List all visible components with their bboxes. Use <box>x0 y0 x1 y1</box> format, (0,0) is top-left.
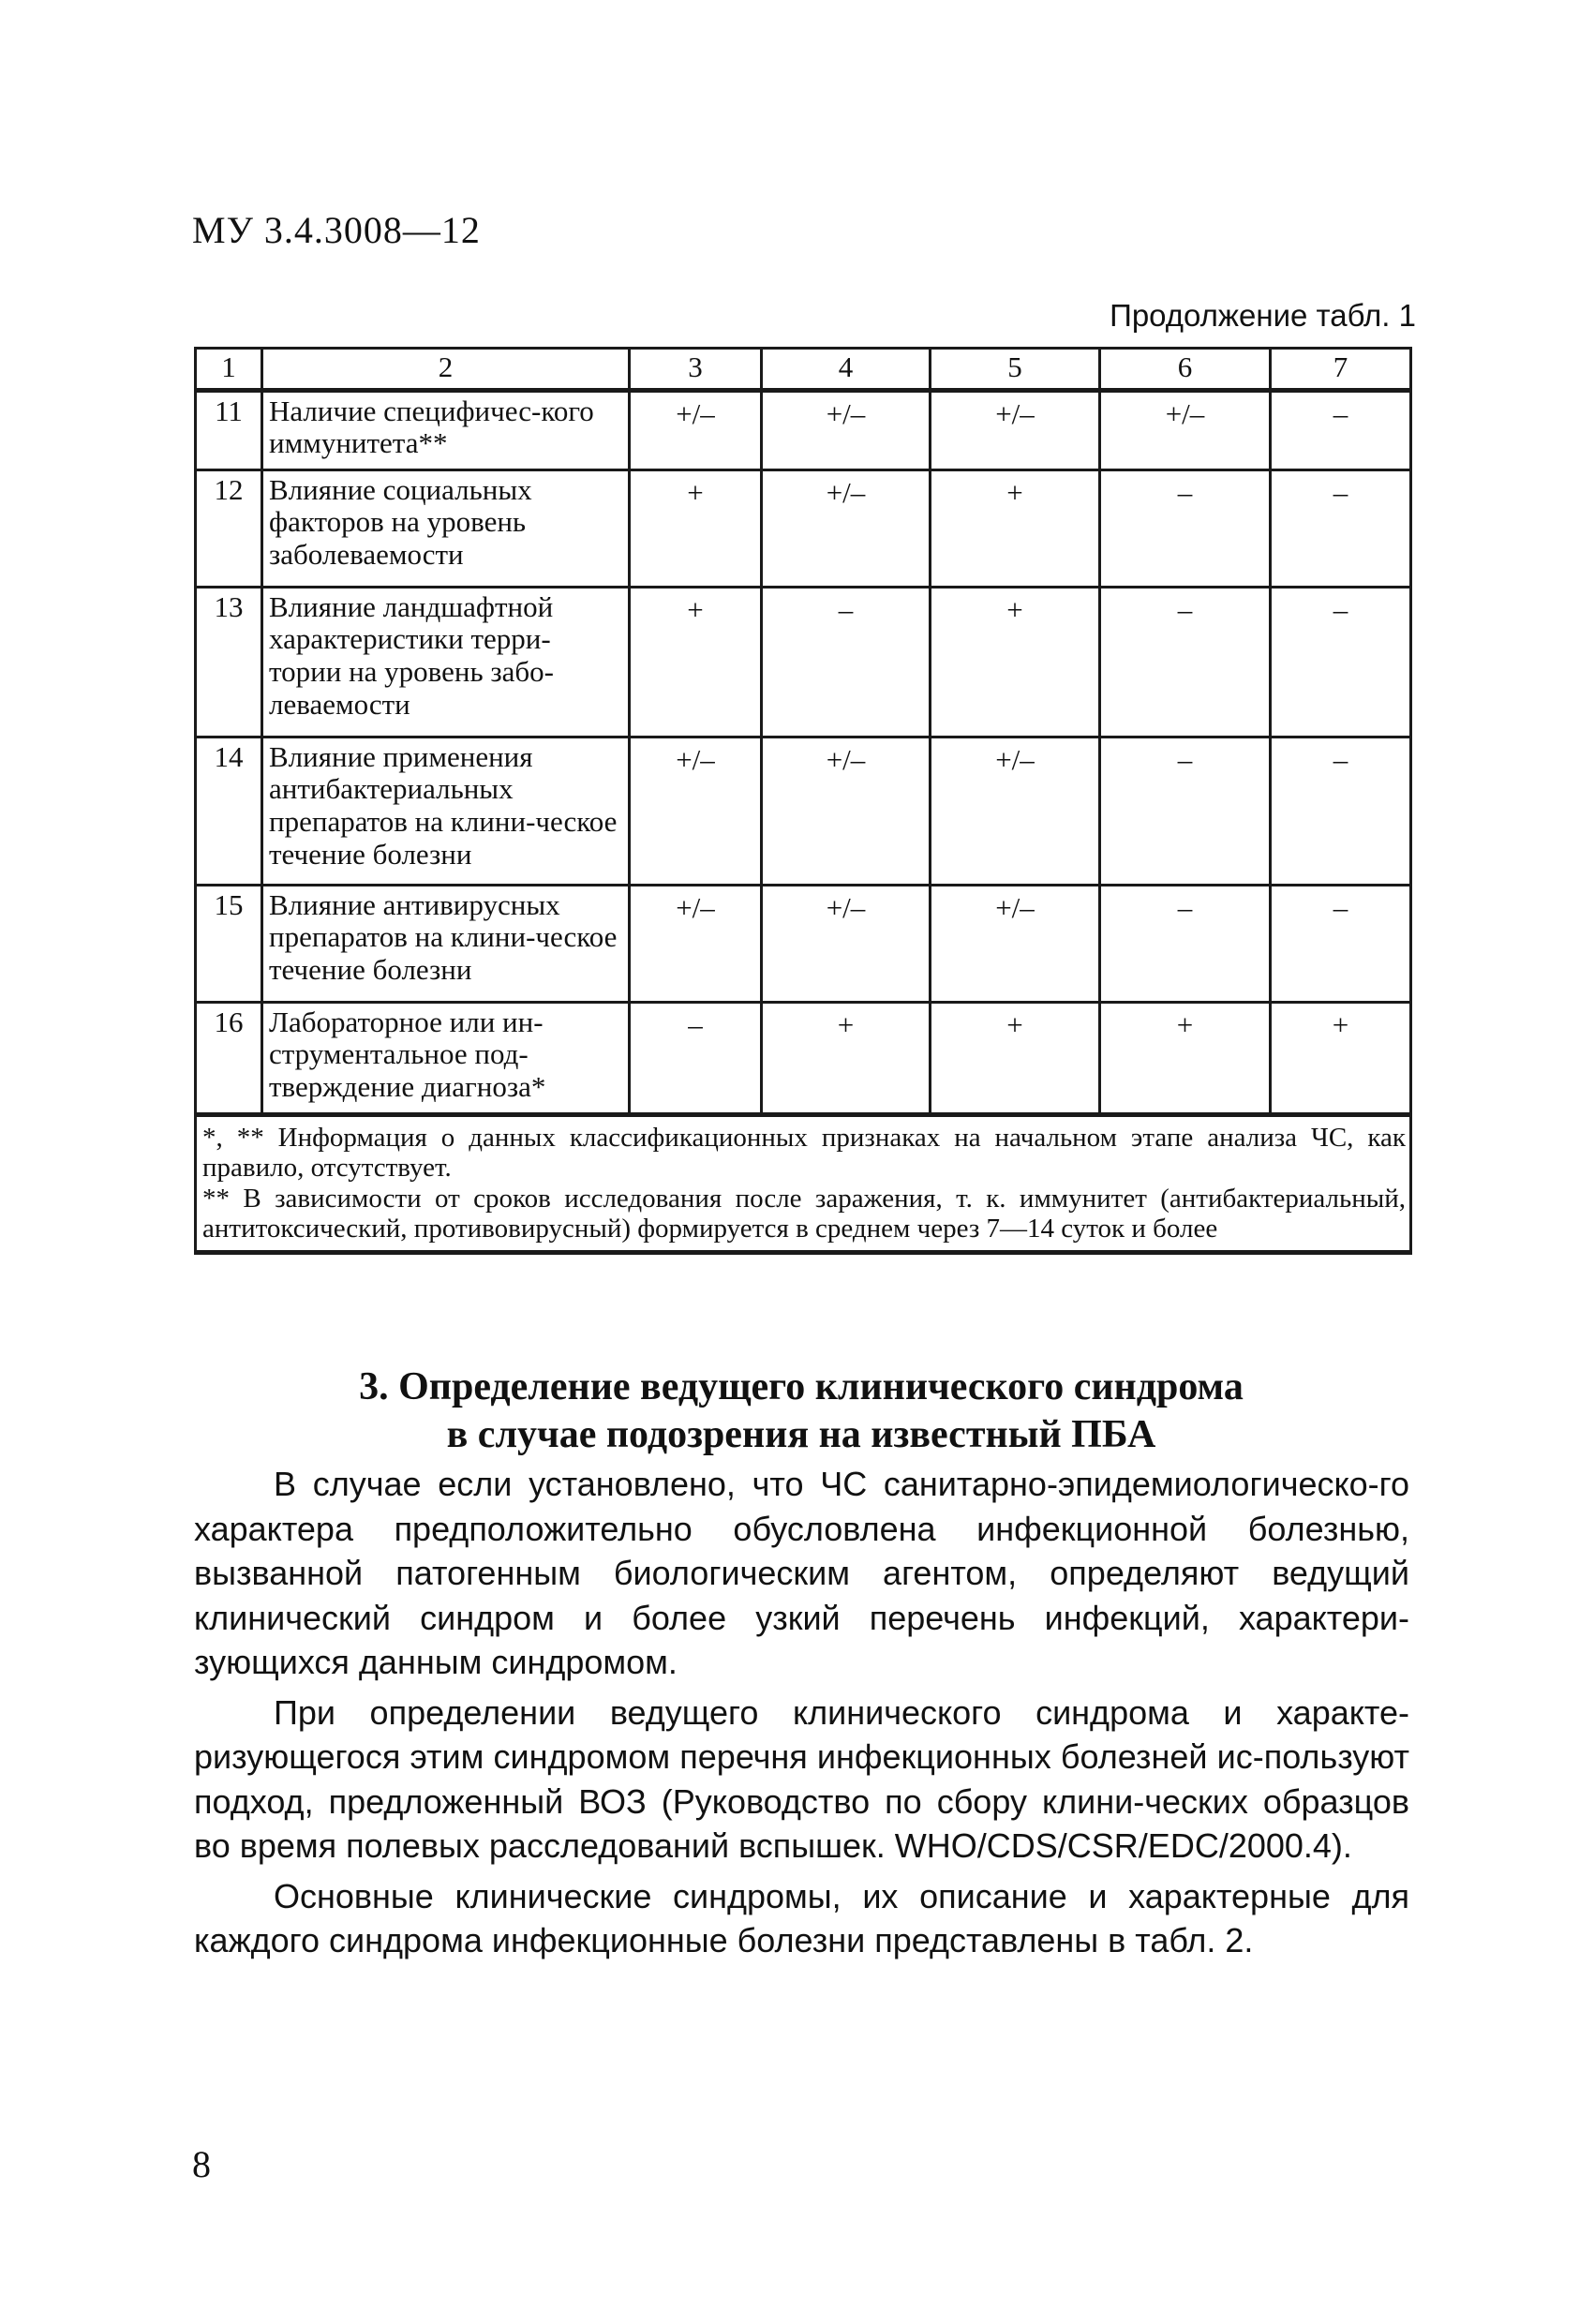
page-number: 8 <box>192 2143 211 2185</box>
row-number: 12 <box>196 469 262 587</box>
cell-value: +/– <box>762 390 931 469</box>
table-row <box>196 885 1411 1002</box>
column-header: 3 <box>630 349 762 391</box>
row-number: 14 <box>196 737 262 885</box>
paragraph: Основные клинические синдромы, их описание и характерные для каждого синдрома инфекционные болезни представлены в табл. 2. <box>194 1876 1409 1959</box>
cell-value: +/– <box>931 390 1100 469</box>
cell-value: +/– <box>630 885 762 1002</box>
cell-value: +/– <box>630 737 762 885</box>
row-criterion: Влияние социальных факторов на уровень заболеваемости <box>262 469 630 587</box>
section-body <box>194 1462 1409 1969</box>
table-row <box>196 737 1411 885</box>
column-header: 4 <box>762 349 931 391</box>
table-header-row <box>196 349 1411 391</box>
column-header: 7 <box>1271 349 1411 391</box>
cell-value: + <box>1100 1002 1271 1114</box>
row-criterion: Влияние ландшафтной характеристики терри-тории на уровень забо-леваемости <box>262 587 630 737</box>
classification-table <box>194 347 1412 1255</box>
row-number: 15 <box>196 885 262 1002</box>
cell-value: – <box>1271 587 1411 737</box>
footnote: *, ** Информация о данных классификационных признаках на начальном этапе анализа ЧС, как правило, отсутствует. <box>202 1122 1406 1184</box>
cell-value: +/– <box>1100 390 1271 469</box>
table-row <box>196 587 1411 737</box>
table-row <box>196 1002 1411 1114</box>
column-header: 1 <box>196 349 262 391</box>
table-footnote-row <box>196 1114 1411 1252</box>
cell-value: + <box>931 469 1100 587</box>
cell-value: – <box>1271 469 1411 587</box>
cell-value: + <box>931 587 1100 737</box>
cell-value: +/– <box>762 885 931 1002</box>
table-caption: Продолжение табл. 1 <box>1110 298 1416 333</box>
cell-value: + <box>931 1002 1100 1114</box>
cell-value: – <box>762 587 931 737</box>
cell-value: – <box>1271 885 1411 1002</box>
table-row <box>196 469 1411 587</box>
column-header: 2 <box>262 349 630 391</box>
cell-value: +/– <box>931 737 1100 885</box>
cell-value: +/– <box>762 469 931 587</box>
section-title-line: в случае подозрения на известный ПБА <box>446 1413 1156 1457</box>
section-title <box>192 1363 1410 1459</box>
cell-value: + <box>630 587 762 737</box>
cell-value: – <box>1100 469 1271 587</box>
row-criterion: Лабораторное или ин-струментальное под-тверждение диагноза* <box>262 1002 630 1114</box>
table-row <box>196 390 1411 469</box>
cell-value: + <box>1271 1002 1411 1114</box>
cell-value: + <box>762 1002 931 1114</box>
table-container <box>194 347 1409 1255</box>
cell-value: – <box>1100 737 1271 885</box>
row-number: 13 <box>196 587 262 737</box>
row-number: 16 <box>196 1002 262 1114</box>
column-header: 6 <box>1100 349 1271 391</box>
section-title-line: 3. Определение ведущего клинического синдрома <box>359 1365 1244 1408</box>
doc-code: МУ 3.4.3008—12 <box>192 209 481 251</box>
table-footnotes <box>196 1114 1411 1252</box>
row-number: 11 <box>196 390 262 469</box>
row-criterion: Влияние применения антибактериальных препаратов на клини-ческое течение болезни <box>262 737 630 885</box>
cell-value: – <box>1100 587 1271 737</box>
cell-value: +/– <box>630 390 762 469</box>
paragraph: При определении ведущего клинического синдрома и характе-ризующегося этим синдромом перечня инфекционных болезней ис-пользуют подход, предложенный ВОЗ (Руководство по сбору клини-ческих образцов во время полевых расследований вспышек. WHO/CDS/CSR/EDC/2000.4). <box>194 1692 1409 1865</box>
cell-value: + <box>630 469 762 587</box>
cell-value: +/– <box>931 885 1100 1002</box>
row-criterion: Наличие специфичес-кого иммунитета** <box>262 390 630 469</box>
row-criterion: Влияние антивирусных препаратов на клини-ческое течение болезни <box>262 885 630 1002</box>
cell-value: – <box>1271 390 1411 469</box>
cell-value: – <box>1100 885 1271 1002</box>
cell-value: – <box>1271 737 1411 885</box>
paragraph: В случае если установлено, что ЧС санитарно-эпидемиологическо-го характера предположительно обусловлена инфекционной болезнью, вызванной патогенным биологическим агентом, определяют ведущий клинический синдром и более узкий перечень инфекций, характери-зующихся данным синдромом. <box>194 1465 1409 1681</box>
footnote: ** В зависимости от сроков исследования после заражения, т. к. иммунитет (антибактериальный, антитоксический, противовирусный) формируется в среднем через 7—14 суток и более <box>202 1183 1406 1244</box>
cell-value: +/– <box>762 737 931 885</box>
column-header: 5 <box>931 349 1100 391</box>
cell-value: – <box>630 1002 762 1114</box>
